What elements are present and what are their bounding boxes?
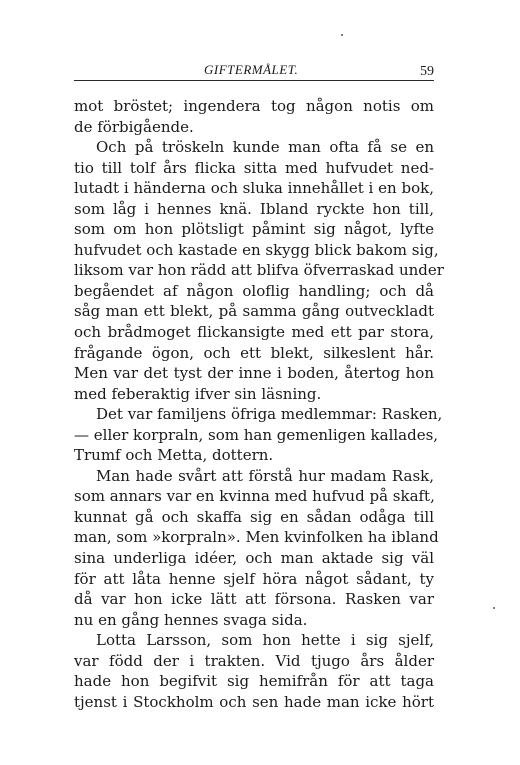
text-line: var född der i trakten. Vid tjugo års ålder (74, 651, 434, 670)
page-number: 59 (420, 64, 434, 79)
text-line: då var hon icke lätt att försona. Rasken var (74, 590, 434, 609)
body-text (74, 96, 444, 712)
text-line: begåendet af någon oloflig handling; och då (74, 281, 434, 300)
speck-mark (341, 34, 343, 36)
text-line: frågande ögon, och ett blekt, silkeslent hår. (74, 343, 434, 362)
text-line: hade hon begifvit sig hemifrån för att taga (74, 672, 434, 691)
text-line: Trumf och Metta, dottern. (74, 446, 274, 465)
header-rule (74, 80, 434, 81)
text-line: som om hon plötsligt påmint sig något, lyfte (74, 220, 434, 239)
text-line: tio till tolf års flicka sitta med hufvudet ned- (74, 158, 434, 177)
text-line: med feberaktig ifver sin läsning. (74, 384, 322, 403)
speck-mark (493, 607, 495, 609)
text-line: och brådmoget flickansigte med ett par stora, (74, 323, 434, 342)
text-line: som låg i hennes knä. Ibland ryckte hon till, (74, 199, 434, 218)
text-line: som annars var en kvinna med hufvud på skaft, (74, 487, 435, 506)
text-line: Det var familjens öfriga medlemmar: Rasken, (96, 405, 443, 424)
text-line: såg man ett blekt, på samma gång outveckladt (74, 302, 434, 321)
text-line: tjenst i Stockholm och sen hade man icke hört (74, 692, 434, 711)
text-line: mot bröstet; ingendera tog någon notis om (74, 97, 434, 115)
running-head (74, 60, 434, 86)
text-line: de förbigående. (74, 117, 194, 136)
text-line: Och på tröskeln kunde man ofta få se en (96, 138, 434, 157)
text-line: — eller korpraln, som han gemenligen kallades, (74, 425, 439, 444)
text-line: liksom var hon rädd att blifva öfverraskad under (74, 261, 444, 280)
text-line: nu en gång hennes svaga sida. (74, 610, 308, 629)
text-line: sina underliga idéer, och man aktade sig väl (74, 549, 434, 568)
text-line: hufvudet och kastade en skygg blick bakom sig, (74, 240, 439, 259)
text-line: Man hade svårt att förstå hur madam Rask, (96, 466, 434, 485)
text-line: för att låta henne sjelf höra något sådant, ty (74, 569, 434, 588)
text-line: man, som »korpraln». Men kvinfolken ha ibland (74, 528, 439, 547)
text-line: Men var det tyst der inne i boden, återtog hon (74, 364, 434, 383)
text-line: lutadt i händerna och sluka innehållet i en bok, (74, 179, 434, 198)
running-title: GIFTERMÅLET. (204, 62, 299, 77)
text-line: kunnat gå och skaffa sig en sådan odåga till (74, 507, 434, 526)
text-line: Lotta Larsson, som hon hette i sig sjelf, (96, 631, 434, 650)
